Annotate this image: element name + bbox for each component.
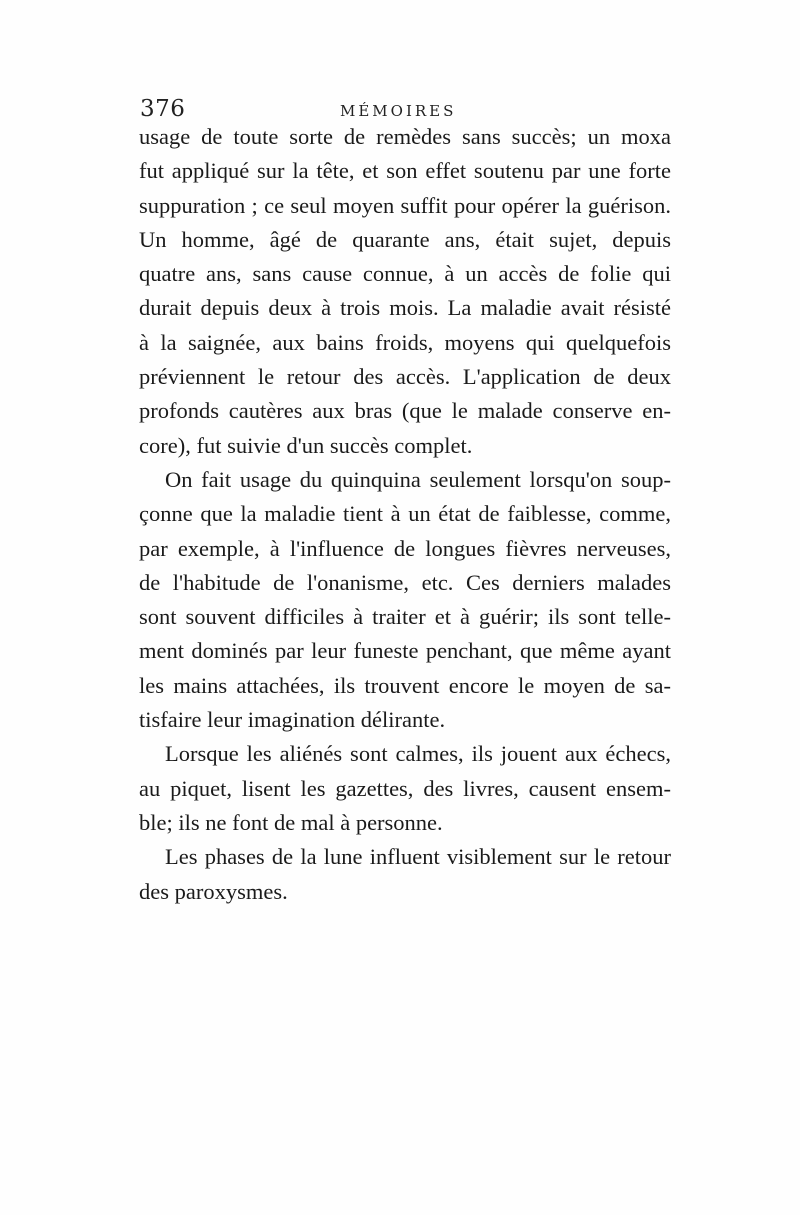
text-line: sont souvent difficiles à traiter et à guérir; ils sont telle- (139, 604, 671, 630)
text-line: au piquet, lisent les gazettes, des livres, causent ensem- (139, 775, 671, 801)
running-title: MÉMOIRES (340, 102, 457, 120)
text-line: Lorsque les aliénés sont calmes, ils jouent aux échecs, (165, 741, 671, 767)
text-line: tisfaire leur imagination délirante. (139, 707, 446, 733)
text-line: par exemple, à l'influence de longues fièvres nerveuses, (139, 535, 671, 561)
text-line: suppuration ; ce seul moyen suffit pour opérer la guérison. (139, 192, 671, 218)
text-line: profonds cautères aux bras (que le malade conserve en- (139, 398, 671, 424)
text-line: les mains attachées, ils trouvent encore le moyen de sa- (139, 672, 671, 698)
text-line: On fait usage du quinquina seulement lorsqu'on soup- (165, 466, 671, 492)
text-line: fut appliqué sur la tête, et son effet soutenu par une forte (139, 158, 671, 184)
text-line: quatre ans, sans cause connue, à un accès de folie qui (139, 261, 671, 287)
text-line: Les phases de la lune influent visiblement sur le retour (165, 844, 671, 870)
text-line: Un homme, âgé de quarante ans, était sujet, depuis (139, 226, 671, 252)
text-line: préviennent le retour des accès. L'application de deux (139, 364, 671, 390)
text-line: de l'habitude de l'onanisme, etc. Ces derniers malades (139, 569, 671, 595)
text-line: à la saignée, aux bains froids, moyens qui quelquefois (139, 329, 671, 355)
page-number: 376 (140, 96, 186, 122)
text-line: ble; ils ne font de mal à personne. (139, 809, 443, 835)
text-line: core), fut suivie d'un succès complet. (139, 432, 473, 458)
text-line: usage de toute sorte de remèdes sans succès; un moxa (139, 124, 671, 149)
text-line: des paroxysmes. (139, 878, 288, 904)
text-line: ment dominés par leur funeste penchant, que même ayant (139, 638, 671, 664)
text-line: durait depuis deux à trois mois. La maladie avait résisté (139, 295, 671, 321)
body-text (139, 120, 671, 909)
text-line: çonne que la maladie tient à un état de faiblesse, comme, (139, 501, 671, 527)
